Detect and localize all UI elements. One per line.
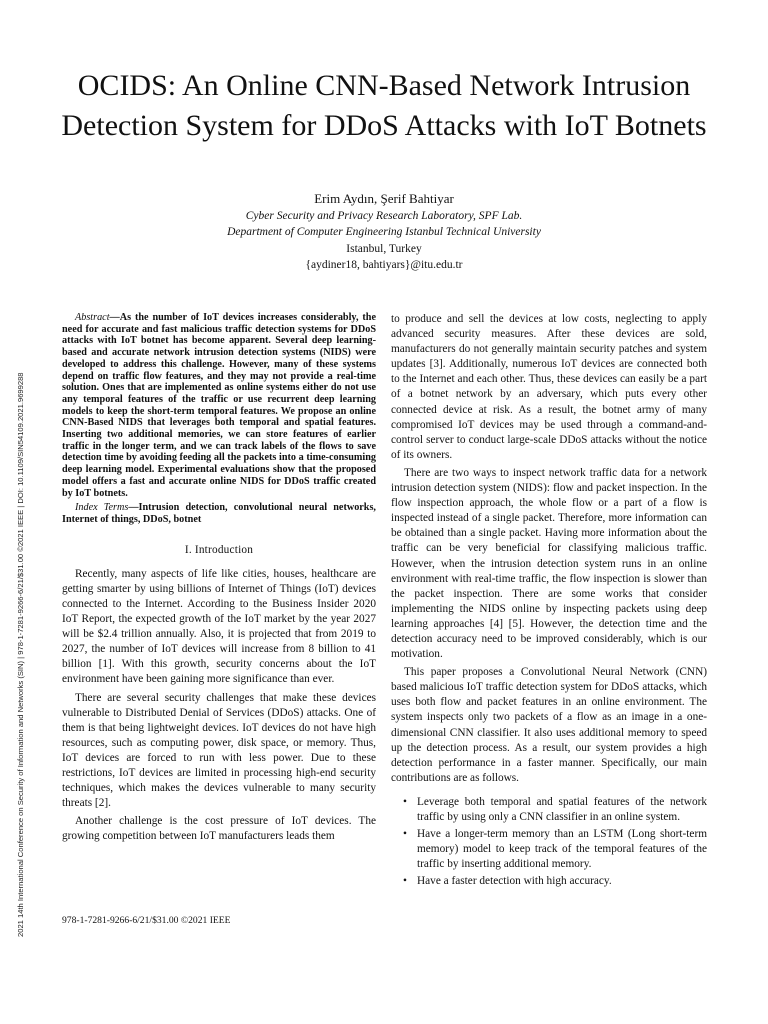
bullet-icon: • [403, 828, 407, 841]
abstract-label: Abstract [75, 312, 110, 323]
section-heading-introduction: I. Introduction [184, 543, 254, 556]
list-item-text: Leverage both temporal and spatial features of the network traffic by using only a CNN classifier in an online system. [417, 795, 707, 823]
conference-sidebar: 2021 14th International Conference on Security of Information and Networks (SIN) | 978-1-7281-9266-6/21/$31.00 ©2021 IEEE | DOI: 10.1109/SIN54109.2021.9699288 [16, 372, 25, 937]
affiliation-department: Department of Computer Engineering Istanbul Technical University [227, 226, 541, 238]
affiliation-city: Istanbul, Turkey [346, 242, 422, 255]
bullet-icon: • [403, 795, 407, 808]
affiliation-lab: Cyber Security and Privacy Research Laboratory, SPF Lab. [245, 209, 523, 222]
paper-title: OCIDS: An Online CNN-Based Network Intrusion Detection System for DDoS Attacks with IoT Botnets [61, 69, 707, 142]
left-column [62, 312, 376, 844]
copyright-footer: 978-1-7281-9266-6/21/$31.00 ©2021 IEEE [62, 915, 231, 926]
abstract [62, 312, 376, 499]
abstract-text: —As the number of IoT devices increases considerably, the need for accurate and fast malicious traffic detection systems for DDoS attacks with IoT botnet has become apparent. Several deep learning-based and accurate network intrusion detection systems (NIDS) were developed to address this challenge. However, many of these systems depend on traffic flow features, and they may not provide a real-time solution. Ones that are implemented as online systems either do not use any temporal features of the traffic or use recurrent deep learning models to keep the short-term temporal features. We propose an online CNN-Based NIDS that leverages both temporal and spatial features. Inserting two additional memories, we can store features of earlier traffic in the longer term, and we can track labels of the flows to save detection time by avoiding feeding all the packets into a time-consuming deep learning model. Experimental evaluations show that the proposed model offers a fast and accurate online NIDS for DDoS traffic created by IoT botnets. [62, 312, 376, 499]
list-item [391, 795, 707, 825]
list-item-text: Have a faster detection with high accuracy. [417, 875, 612, 888]
paragraph: Another challenge is the cost pressure of IoT devices. The growing competition between IoT manufacturers leads them [62, 815, 376, 843]
index-terms [62, 502, 376, 525]
index-terms-text: —Intrusion detection, convolutional neural networks, Internet of things, DDoS, botnet [62, 502, 376, 525]
paragraph: There are two ways to inspect network traffic data for a network intrusion detection system (NIDS): flow and packet inspection. In the flow inspection approach, the whole flow or a part of a flow is inspected instead of a single packet. Therefore, more information can be obtained than a single packet. Having more information about the traffic can be very beneficial for classifying malicious traffic. However, when the intrusion detection system runs in an online environment with real-time traffic, the flow inspection is slower than the packet inspection. There are some works that consider implementing the NIDS online by inspecting packets using deep learning approaches [4] [5]. However, the detection time and the detection accuracy need to be improved considerably, which is our motivation. [391, 466, 707, 661]
list-item [391, 874, 707, 889]
paragraph: Recently, many aspects of life like cities, houses, healthcare are getting smarter by using billions of Internet of Things (IoT) devices connected to the Internet. According to the Business Insider 2020 IoT Report, the expected growth of the IoT market by the year 2027 will be $2.4 trillion annually. Also, it is projected that from 2019 to 2027, the number of IoT devices will increase from 8 billion to 41 billion [1]. With this growth, security concerns about the IoT environment have been gaining more significance than ever. [62, 567, 376, 686]
author-email: {aydiner18, bahtiyars}@itu.edu.tr [305, 259, 463, 271]
index-terms-label: Index Terms [75, 502, 129, 514]
right-column [391, 312, 707, 891]
bullet-icon: • [403, 875, 407, 888]
author-names: Erim Aydın, Şerif Bahtiyar [314, 191, 454, 206]
paragraph: to produce and sell the devices at low costs, neglecting to apply advanced security measures. After these devices are sold, manufacturers do not generally maintain security patches and system updates [3]. Additionally, numerous IoT devices are connected both to the Internet and each other. Thus, these devices can easily be a part of a botnet network by an adversary, which puts every other connected device at risk. As a result, the botnet army of many compromised IoT devices may be used through a command-and-control server to conduct large-scale DDoS attacks without the notice of its owners. [391, 313, 707, 461]
paragraph: This paper proposes a Convolutional Neural Network (CNN) based malicious IoT traffic detection system for DDoS attacks, which uses both flow and packet features in an online environment. The system inspects only two packets of a flow as an image in a one-dimensional CNN classifier. It also uses additional memory to speed up the detection process. As a result, our system provides a high detection performance in a faster manner. Specifically, our main contributions are as follows. [391, 666, 707, 784]
contributions-list [391, 795, 707, 890]
list-item-text: Have a longer-term memory than an LSTM (Long short-term memory) model to keep track of the temporal features of the traffic by inserting additional memory. [417, 828, 707, 871]
author-block [84, 191, 684, 274]
list-item [391, 827, 707, 872]
paragraph: There are several security challenges that make these devices vulnerable to Distributed Denial of Services (DDoS) attacks. One of them is that being lightweight devices. IoT devices do not have high resources, such as computing power, disk space, or memory. Thus, IoT devices are forced to run with less power. Due to these restrictions, IoT devices are limited in processing high-end security techniques, which makes the devices vulnerable to many security threats [2]. [62, 691, 376, 810]
